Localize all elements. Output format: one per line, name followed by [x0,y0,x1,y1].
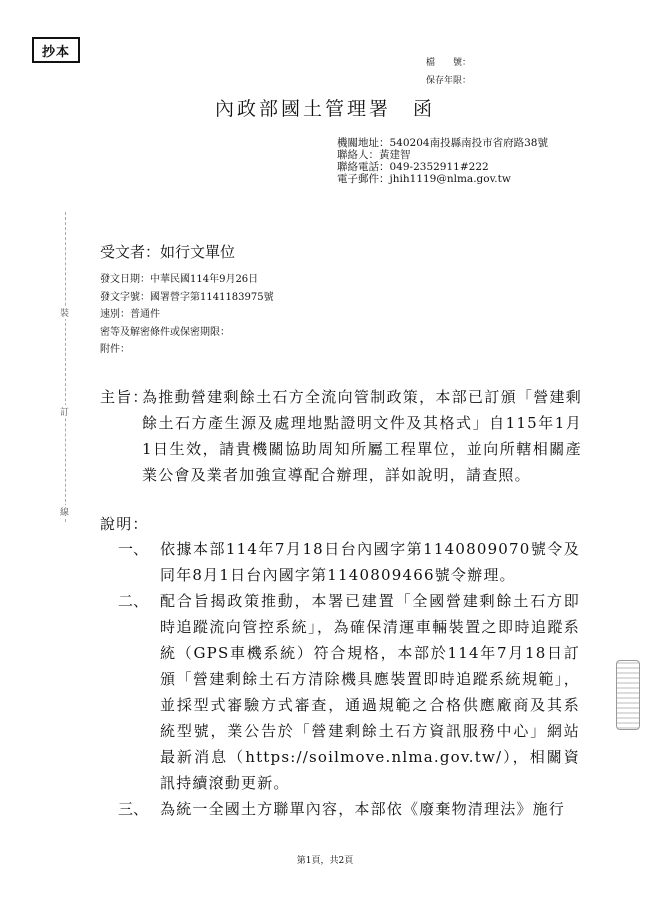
description-label: 說明： [100,515,149,533]
recipient: 受文者：如行文單位 [100,243,236,261]
retention-period-label: 保存年限： [426,76,472,86]
attachment: 附件： [100,344,130,355]
binding-line [65,212,66,522]
side-seal-stamp [616,660,640,730]
item-number: 三、 [118,800,149,818]
page-number: 第1頁，共2頁 [296,856,354,866]
file-number-label: 檔 號： [426,58,472,68]
binding-mark-ding: 訂 [60,405,69,418]
copy-stamp: 抄本 [32,37,80,63]
description-item-1: 依據本部114年7月18日台內國字第1140809070號令及同年8月1日台內國字第1140809466號令辦理。 [160,540,580,584]
document-title: 內政部國土管理署 函 [214,98,435,120]
description-item-3: 為統一全國土方聯單內容，本部依《廢棄物清理法》施行 [160,800,566,818]
dispatch-meta [100,271,274,359]
description-item-2: 配合旨揭政策推動，本署已建置「全國營建剩餘土石方即時追蹤流向管控系統」，為確保清運車輛裝置之即時追蹤系統（GPS車機系統）符合規格，本部於114年7月18日訂頒「營建剩餘土石方清除機具應裝置即時追蹤系統規範」，並採型式審驗方式審查，通過規範之合格供應廠商及其系統型號，業公告於「營建剩餘土石方資訊服務中心」網站最新消息（https://soilmove.nlma.gov.tw/），相關資訊持續滾動更新。 [160,592,580,792]
contact-person: 聯絡人：黃建智 [337,149,411,161]
agency-address: 機關地址：540204南投縣南投市省府路38號 [337,137,548,149]
item-number: 二、 [118,592,149,610]
binding-mark-xian: 線 [60,505,69,518]
contact-block [337,137,548,185]
contact-phone: 聯絡電話：049-2352911#222 [337,161,489,173]
binding-mark-zhuang: 裝 [60,306,69,319]
urgency: 速別：普通件 [100,309,160,320]
subject-label: 主旨： [100,388,149,406]
dispatch-number: 發文字號：國署營字第1141183975號 [100,291,274,303]
item-number: 一、 [118,540,149,558]
contact-email: 電子郵件：jhih1119@nlma.gov.tw [337,173,511,185]
confidentiality: 密等及解密條件或保密期限： [100,326,230,338]
subject-text: 為推動營建剩餘土石方全流向管制政策，本部已訂頒「營建剩餘土石方產生源及處理地點證明文件及其格式」自115年1月1日生效，請貴機關協助周知所屬工程單位，並向所轄相關產業公會及業者加強宣導配合辦理，詳如說明，請查照。 [142,388,582,484]
dispatch-date: 發文日期：中華民國114年9月26日 [100,274,259,285]
